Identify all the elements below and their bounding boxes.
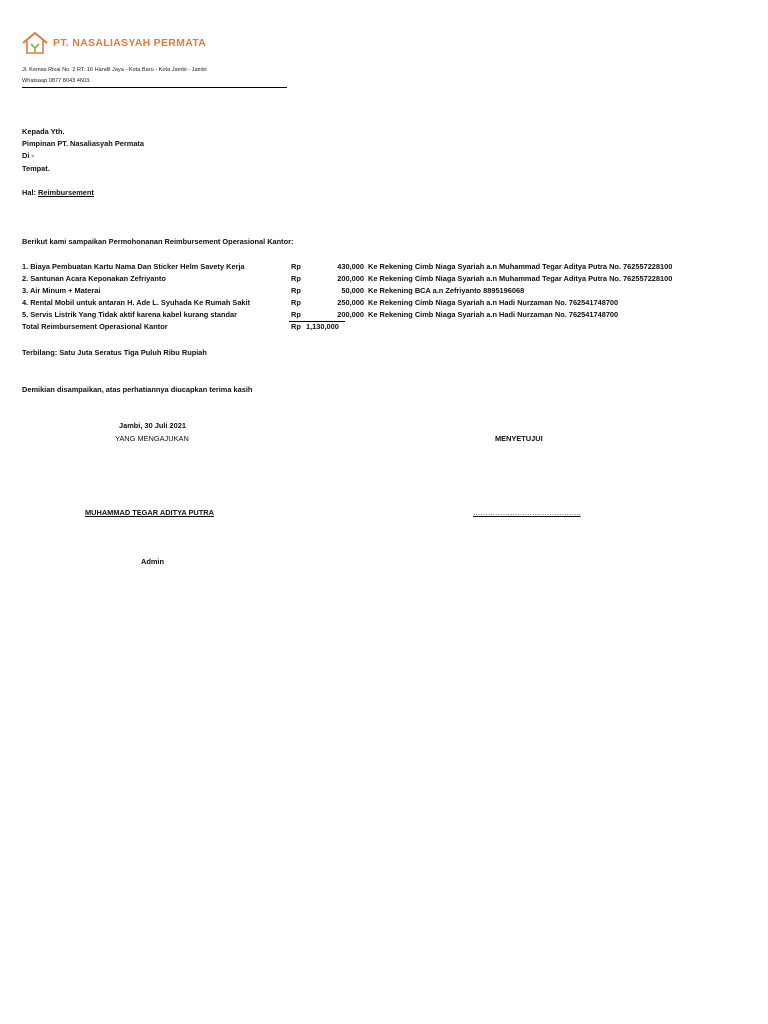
item-description: 5. Servis Listrik Yang Tidak aktif karena kabel kurang standar: [22, 310, 237, 319]
amount-in-words: Terbilang: Satu Juta Seratus Tiga Puluh Ribu Rupiah: [22, 348, 207, 357]
item-description: 3. Air Minum + Materai: [22, 286, 101, 295]
company-address: Jl. Kemas Rivai No. 2 RT. 16 Handil Jaya - Kota Baru - Kota Jambi - Jambi: [22, 67, 207, 73]
item-description: 4. Rental Mobil untuk antaran H. Ade L. Syuhada Ke Rumah Sakit: [22, 298, 251, 307]
item-currency: Rp: [291, 286, 301, 295]
item-description: 2. Santunan Acara Keponakan Zefriyanto: [22, 274, 166, 283]
item-amount: 50,000: [341, 286, 364, 295]
item-destination: Ke Rekening Cimb Niaga Syariah a.n Hadi Nurzaman No. 762541748700: [368, 298, 619, 307]
item-currency: Rp: [291, 274, 301, 283]
header-divider: [22, 87, 287, 88]
item-destination: Ke Rekening Cimb Niaga Syariah a.n Hadi Nurzaman No. 762541748700: [368, 310, 619, 319]
recipient-line-3: Di -: [22, 151, 34, 160]
house-logo-icon: [22, 31, 48, 55]
company-name: PT. NASALIASYAH PERMATA: [53, 37, 207, 49]
item-row-5: [22, 310, 742, 321]
total-amount: 1,130,000: [306, 322, 339, 331]
intro-text: Berikut kami sampaikan Permohonanan Reimbursement Operasional Kantor:: [22, 237, 294, 246]
total-label: Total Reimbursement Operasional Kantor: [22, 322, 168, 331]
approver-name-blank: ……………………………………..: [473, 508, 581, 517]
closing-text: Demikian disampaikan, atas perhatiannya diucapkan terima kasih: [22, 385, 253, 394]
applicant-name: MUHAMMAD TEGAR ADITYA PUTRA: [85, 508, 214, 517]
approver-title: MENYETUJUI: [495, 434, 543, 443]
item-row-3: [22, 286, 742, 297]
item-row-2: [22, 274, 742, 285]
total-row: [22, 322, 742, 333]
item-destination: Ke Rekening Cimb Niaga Syariah a.n Muhammad Tegar Aditya Putra No. 762557228100: [368, 262, 673, 271]
subject-value: Reimbursement: [38, 188, 94, 197]
item-description: 1. Biaya Pembuatan Kartu Nama Dan Sticker Helm Savety Kerja: [22, 262, 245, 271]
company-logo: [22, 30, 206, 56]
item-amount: 430,000: [337, 262, 364, 271]
item-amount: 250,000: [337, 298, 364, 307]
item-destination: Ke Rekening BCA a.n Zefriyanto 8895196068: [368, 286, 525, 295]
company-whatsapp: Whatsaap 0877 8043 4603.: [22, 78, 91, 84]
item-row-4: [22, 298, 742, 309]
recipient-line-1: Kepada Yth.: [22, 127, 65, 136]
item-amount: 200,000: [337, 310, 364, 319]
recipient-line-2: Pimpinan PT. Nasaliasyah Permata: [22, 139, 144, 148]
total-currency: Rp: [291, 322, 301, 331]
applicant-title: YANG MENGAJUKAN: [115, 434, 189, 443]
item-currency: Rp: [291, 298, 301, 307]
item-destination: Ke Rekening Cimb Niaga Syariah a.n Muhammad Tegar Aditya Putra No. 762557228100: [368, 274, 673, 283]
item-currency: Rp: [291, 310, 301, 319]
recipient-line-4: Tempat.: [22, 164, 50, 173]
applicant-role: Admin: [141, 557, 164, 566]
subject-line: [22, 188, 94, 197]
subject-label: Hal:: [22, 188, 39, 197]
item-currency: Rp: [291, 262, 301, 271]
place-date: Jambi, 30 Juli 2021: [119, 421, 186, 430]
item-amount: 200,000: [337, 274, 364, 283]
item-row-1: [22, 262, 742, 273]
